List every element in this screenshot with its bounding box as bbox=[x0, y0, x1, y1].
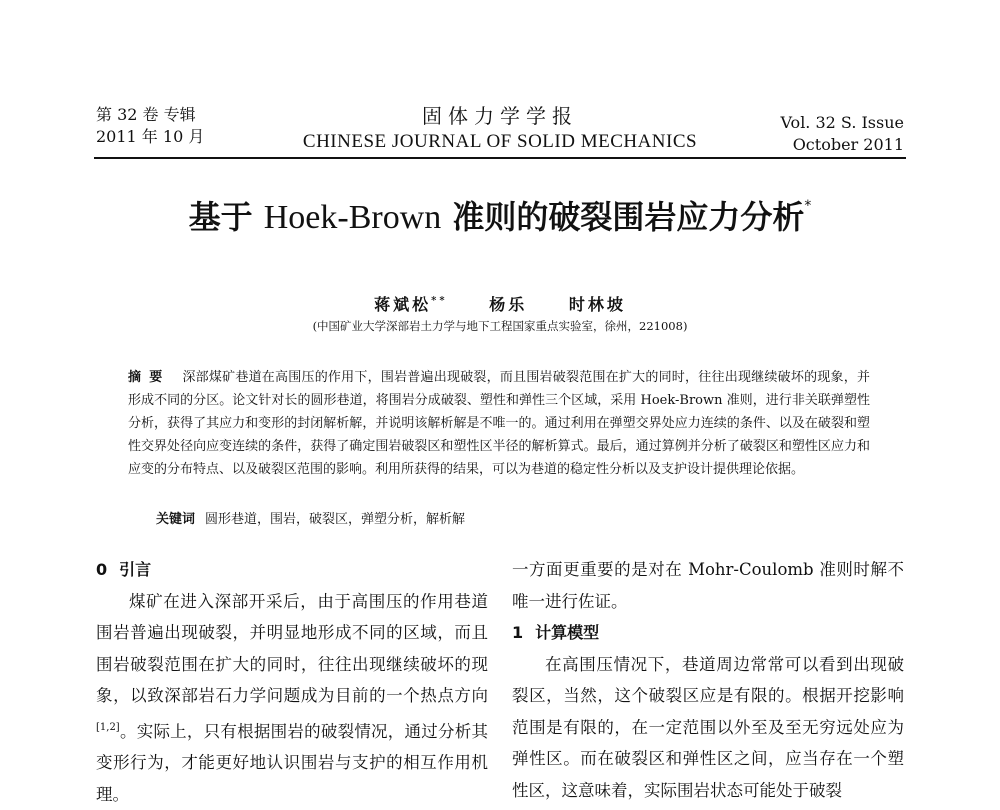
header-volume: 第 32 卷 专辑 bbox=[96, 104, 204, 126]
header-issue-info bbox=[780, 112, 904, 156]
model-paragraph: 在高围压情况下，巷道周边常常可以看到出现破裂区，当然，这个破裂区应是有限的。根据开挖影响范围是有限的，在一定范围以外至及至无穷远处应为弹性区。而在破裂区和弹性区之间，应当存在一个塑性区，这意味着，实际围岩状态可能处于破裂 bbox=[512, 649, 904, 807]
header-rule bbox=[94, 157, 906, 159]
header-date-en: October 2011 bbox=[780, 134, 904, 156]
journal-name-en: CHINESE JOURNAL OF SOLID MECHANICS bbox=[0, 129, 1000, 155]
keywords-text: 圆形巷道，围岩，破裂区，弹塑分析，解析解 bbox=[205, 512, 465, 527]
continued-paragraph: 一方面更重要的是对在 Mohr-Coulomb 准则时解不唯一进行佐证。 bbox=[512, 554, 904, 617]
section-1-number: 1 bbox=[512, 623, 523, 642]
body-column-right bbox=[512, 554, 904, 806]
journal-name-cn: 固体力学学报 bbox=[0, 103, 1000, 129]
abstract-label: 摘要 bbox=[128, 370, 170, 385]
abstract bbox=[128, 366, 870, 481]
section-heading-1 bbox=[512, 617, 904, 649]
paper-title bbox=[0, 192, 1000, 238]
title-footnote-mark: * bbox=[804, 198, 811, 214]
title-part2: 准则的破裂围岩应力分析 bbox=[441, 198, 804, 236]
author-2: 杨乐 bbox=[489, 295, 527, 314]
affiliation: (中国矿业大学深部岩土力学与地下工程国家重点实验室，徐州，221008) bbox=[0, 318, 1000, 334]
author-list bbox=[0, 292, 1000, 315]
title-part1: 基于 bbox=[189, 198, 264, 236]
author-3: 时林坡 bbox=[569, 295, 626, 314]
header-date-cn: 2011 年 10 月 bbox=[96, 126, 204, 148]
citation-ref: [1,2] bbox=[96, 722, 120, 733]
section-1-title: 计算模型 bbox=[535, 623, 599, 642]
abstract-text: 深部煤矿巷道在高围压的作用下，围岩普遍出现破裂，而且围岩破裂范围在扩大的同时，往往出现继续破坏的现象，并形成不同的分区。论文针对长的圆形巷道，将围岩分成破裂、塑性和弹性三个区域，采用 Hoek-Brown 准则，进行非关联弹塑性分析，获得了其应力和变形的封闭解析解，并说明该解析解是不唯一的。通过利用在弹塑交界处应力连续的条件、以及在破裂和塑性交界处径向应变连续的条件，获得了确定围岩破裂区和塑性区半径的解析算式。最后，通过算例并分析了破裂区和塑性区应力和应变的分布特点、以及破裂区范围的影响。利用所获得的结果，可以为巷道的稳定性分析以及支护设计提供理论依据。 bbox=[128, 370, 870, 477]
section-0-number: 0 bbox=[96, 560, 107, 579]
keywords bbox=[156, 510, 876, 530]
section-heading-0 bbox=[96, 554, 488, 586]
title-latin: Hoek-Brown bbox=[264, 199, 442, 236]
keywords-label: 关键词 bbox=[156, 512, 195, 527]
intro-paragraph: 煤矿在进入深部开采后，由于高围压的作用巷道围岩普遍出现破裂，并明显地形成不同的区域，而且围岩破裂范围在扩大的同时，往往出现继续破坏的现象，以致深部岩石力学问题成为目前的一个热点方向[1,2]。实际上，只有根据围岩的破裂情况，通过分析其变形行为，才能更好地认识围岩与支护的相互作用机理。 bbox=[96, 586, 488, 810]
header-issue: Vol. 32 S. Issue bbox=[780, 112, 904, 134]
section-0-title: 引言 bbox=[119, 560, 151, 579]
body-column-left bbox=[96, 554, 488, 810]
author-1: 蒋斌松** bbox=[374, 295, 447, 314]
author-1-mark: ** bbox=[431, 296, 447, 307]
